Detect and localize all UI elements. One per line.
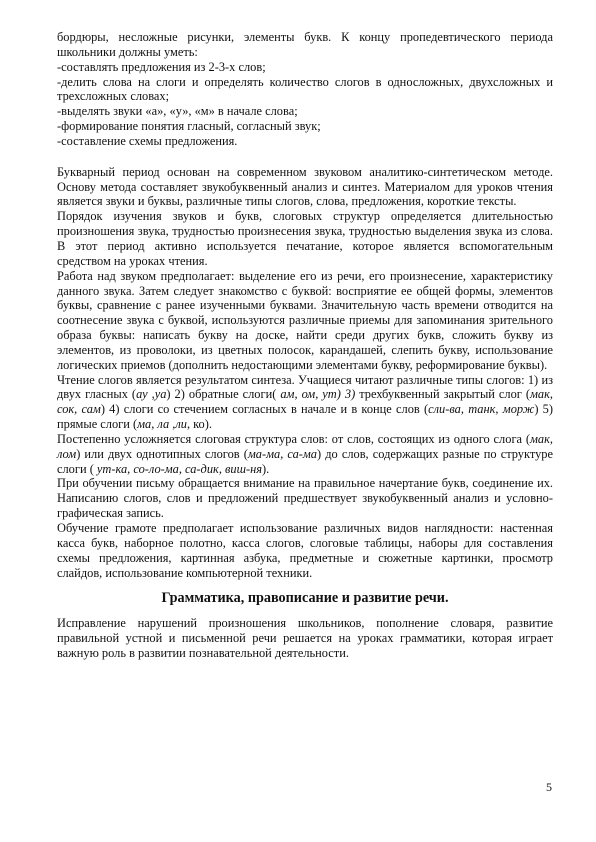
text-run: ) до слов, содержащих разные по структуре слоги ( (57, 446, 553, 476)
text-run: ). (261, 461, 270, 476)
document-page (57, 30, 553, 661)
text-run: Чтение слогов является результатом синтеза. Учащиеся читают различные типы слогов: 1) из двух гласных ( (57, 372, 553, 402)
paragraph (57, 373, 553, 432)
list-item: -формирование понятия гласный, согласный звук; (57, 119, 321, 134)
spacer (57, 149, 553, 165)
paragraph: Букварный период основан на современном звуковом аналитико-синтетическом методе. Основу метода составляет звукобуквенный анализ и синтез. Материалом для уроков чтения является звуки и буквы, различные типы слогов, слова, предложения, короткие тексты. (57, 164, 553, 209)
example-italic: ут-ка, со-ло-ма, са-дик, виш-ня (96, 461, 262, 476)
list-item: -делить слова на слоги и определять количество слогов в односложных, двухсложных и трехсложных словах; (57, 74, 553, 104)
paragraph: Обучение грамоте предполагает использование различных видов наглядности: настенная касса букв, наборное полотно, касса слогов, слоговые таблицы, наборы для составления схемы предложения, картинная азбука, предметные и сюжетные картинки, просмотр слайдов, использование компьютерной техники. (57, 521, 553, 580)
example-italic: ам, ом, ут) 3) (280, 387, 356, 402)
example-italic: ма, ла ,ли (137, 417, 187, 432)
text-run: ) 4) слоги со стечением согласных в начале и в конце слов ( (100, 402, 429, 417)
text-run: ) 5) прямые слоги ( (57, 402, 554, 432)
text-run: Постепенно усложняется слоговая структура слов: от слов, состоящих из одного слога ( (57, 431, 530, 446)
section-heading: Грамматика, правописание и развитие речи. (161, 590, 449, 607)
paragraph: При обучении письму обращается внимание на правильное начертание букв, соединение их. Написанию слогов, слов и предложений предшествует звукобуквенный анализ и условно-графическая запись. (57, 476, 553, 521)
example-italic: мак, лом (57, 431, 553, 461)
paragraph: Исправление нарушений произношения школьников, пополнение словаря, развитие правильной устной и письменной речи решается на уроках грамматики, которая играет важную роль в развитии познавательной деятельности. (57, 616, 553, 661)
list-item: -составление схемы предложения. (57, 133, 238, 148)
spacer (57, 607, 553, 616)
example-italic: сли-ва, танк, морж (428, 402, 535, 417)
text-run: трехбуквенный закрытый слог ( (355, 387, 531, 402)
text-run: ) 2) обратные слоги( (166, 387, 281, 402)
page-number: 5 (546, 780, 552, 794)
example-italic: мак, сок, сам (57, 387, 554, 417)
example-italic: ау ,уа (136, 387, 167, 402)
paragraph: Работа над звуком предполагает: выделение его из речи, его произнесение, характеристику данного звука. Затем следует знакомство с буквой: восприятие ее общей формы, элементов буквы, сравнение с ранее изученными буквами. Значительную часть времени отводится на соотнесение звука с буквой, используются различные приемы для запоминания зрительного образа буквы: написать букву на доске, найти среди других букв, сложить букву из элементов, из проволоки, из цветных полосок, карандашей, слепить букву, использование логических приемов (дополнить недостающими элементами букву, реформирование буквы). (57, 268, 553, 372)
list-item: -составлять предложения из 2-3-х слов; (57, 59, 266, 74)
text-run: , ко). (186, 417, 212, 432)
spacer (57, 580, 553, 589)
intro-text: бордюры, несложные рисунки, элементы букв. К концу пропедевтического периода школьники должны уметь: (57, 30, 553, 59)
paragraph (57, 432, 553, 477)
text-run: ) или двух однотипных слогов ( (76, 446, 248, 461)
list-item: -выделять звуки «а», «у», «м» в начале слова; (57, 104, 298, 119)
example-italic: ма-ма, са-ма (247, 446, 317, 461)
paragraph: Порядок изучения звуков и букв, слоговых структур определяется длительностью произношения звука, трудностью произнесения звука, трудностью выделения звука из слова. В этот период активно используется печатание, которое является вспомогательным средством на уроках чтения. (57, 209, 553, 268)
